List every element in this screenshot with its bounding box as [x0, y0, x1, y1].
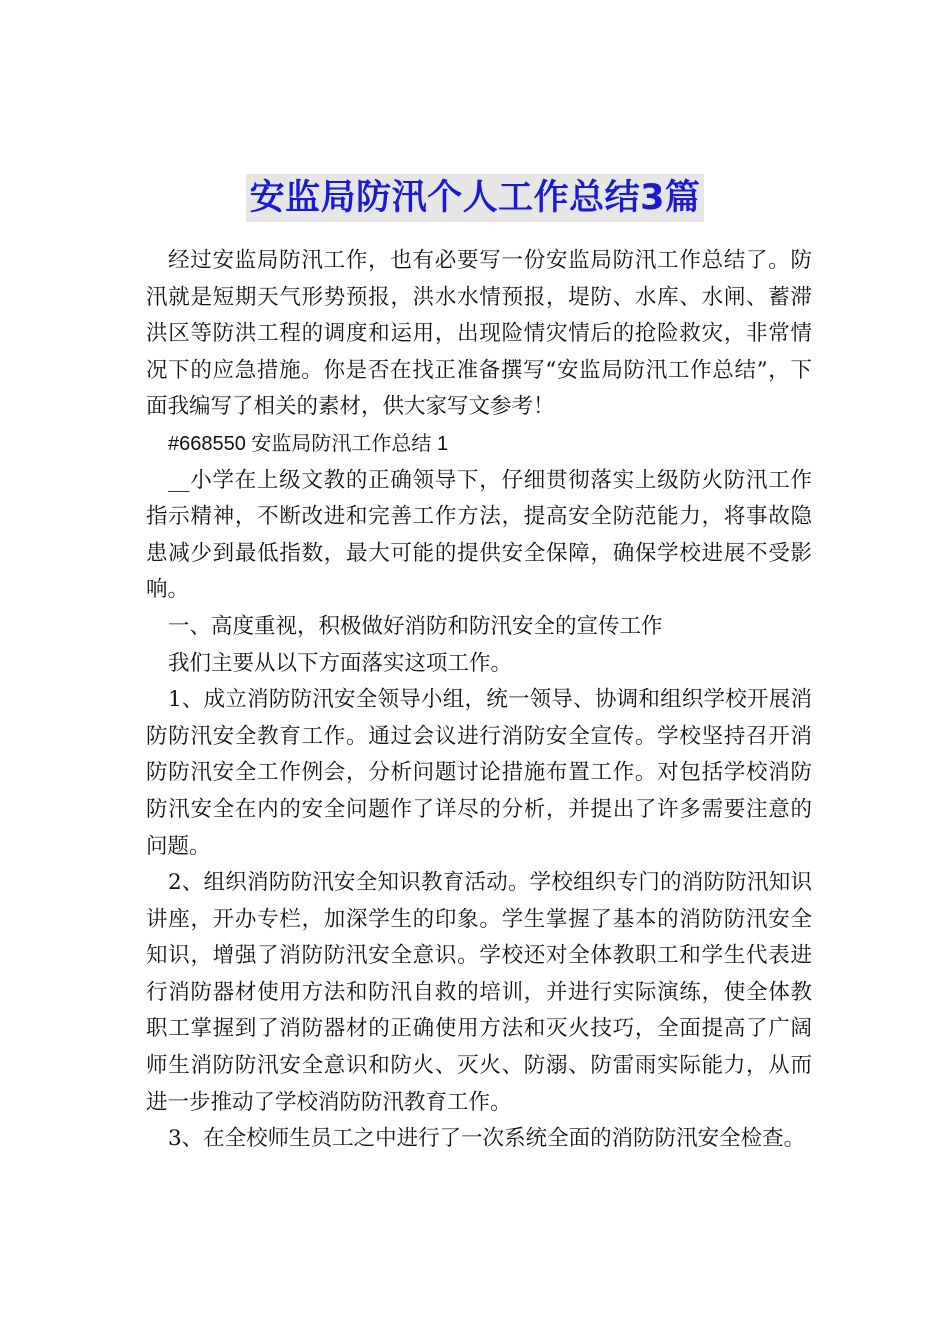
document-title: 安监局防汛个人工作总结3篇: [246, 174, 705, 222]
document-body: [146, 243, 812, 1158]
subheading: 一、高度重视，积极做好消防和防汛安全的宣传工作: [168, 613, 663, 639]
intro-paragraph: 经过安监局防汛工作，也有必要写一份安监局防汛工作总结了。防汛就是短期天气形势预报，洪水水情预报，堤防、水库、水闸、蓄滞洪区等防洪工程的调度和运用，出现险情灾情后的抢险救灾，非常情况下的应急措施。你是否在找正准备撰写“安监局防汛工作总结”，下面我编写了相关的素材，供大家写文参考！: [146, 248, 812, 420]
list-item-3: 3、在全校师生员工之中进行了一次系统全面的消防防汛安全检查。: [168, 1126, 806, 1152]
body-paragraph: __小学在上级文教的正确领导下，仔细贯彻落实上级防火防汛工作指示精神，不断改进和完善工作方法，提高安全防范能力，将事故隐患减少到最低指数，最大可能的提供安全保障，确保学校进展不受影响。: [146, 467, 812, 603]
body-paragraph: 我们主要从以下方面落实这项工作。: [168, 650, 513, 676]
section-heading-1: #668550 安监局防汛工作总结 1: [168, 432, 449, 455]
list-item-1: 1、成立消防防汛安全领导小组，统一领导、协调和组织学校开展消防防汛安全教育工作。通过会议进行消防安全宣传。学校坚持召开消防防汛安全工作例会，分析问题讨论措施布置工作。对包括学校消防防汛安全在内的安全问题作了详尽的分析，并提出了许多需要注意的问题。: [146, 687, 812, 859]
title-container: [0, 174, 950, 222]
list-item-2: 2、组织消防防汛安全知识教育活动。学校组织专门的消防防汛知识讲座，开办专栏，加深学生的印象。学生掌握了基本的消防防汛安全知识，增强了消防防汛安全意识。学校还对全体教职工和学生代表进行消防器材使用方法和防汛自救的培训，并进行实际演练，使全体教职工掌握到了消防器材的正确使用方法和灭火技巧，全面提高了广阔师生消防防汛安全意识和防火、灭火、防溺、防雷雨实际能力，从而进一步推动了学校消防防汛教育工作。: [146, 870, 812, 1115]
